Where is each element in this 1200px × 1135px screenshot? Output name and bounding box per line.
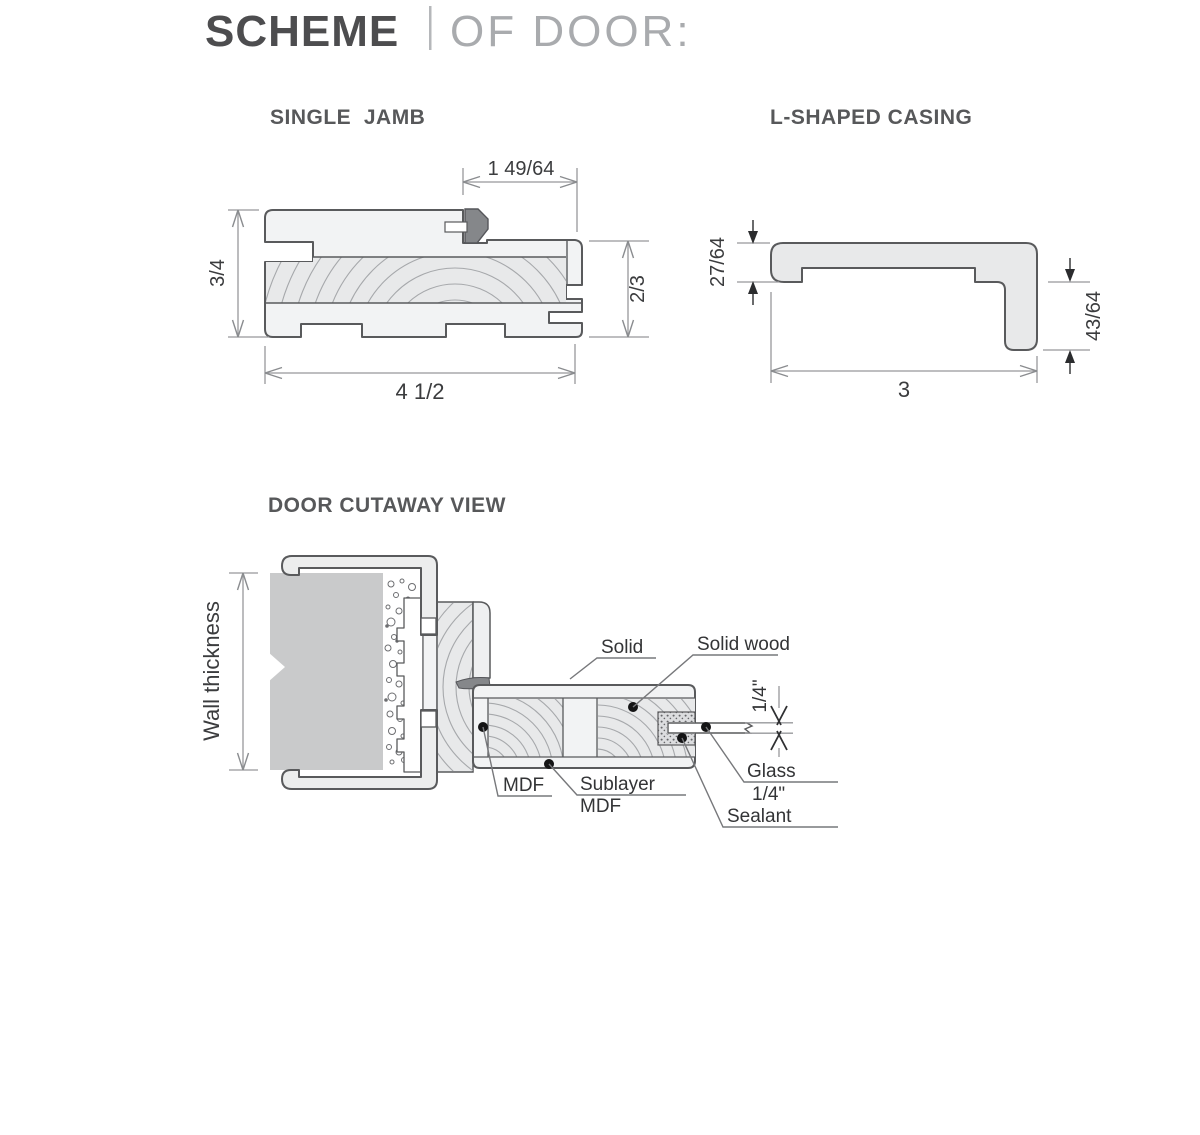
solid-wood-label: Solid wood bbox=[697, 634, 790, 655]
dim-jamb-bottom-value: 4 1/2 bbox=[395, 379, 445, 404]
dim-casing-right bbox=[1043, 258, 1105, 374]
title-separator bbox=[429, 6, 432, 50]
title-secondary: OF DOOR: bbox=[450, 7, 692, 56]
dim-jamb-left bbox=[207, 210, 269, 337]
sealant-label: Sealant bbox=[727, 806, 792, 827]
dim-jamb-right bbox=[589, 241, 649, 337]
dim-jamb-right-value: 2/3 bbox=[627, 275, 649, 303]
sublayer-label-line2: MDF bbox=[580, 796, 622, 817]
single-jamb-heading: SINGLE JAMB bbox=[270, 106, 426, 129]
dim-casing-bottom-value: 3 bbox=[897, 377, 911, 402]
dim-jamb-left-value: 3/4 bbox=[207, 259, 229, 287]
dim-casing-right-value: 43/64 bbox=[1083, 290, 1105, 342]
bottom-casing-notch bbox=[421, 711, 436, 727]
glass-label-line1: Glass bbox=[747, 761, 796, 782]
jamb-wood-grain bbox=[131, 28, 779, 676]
dim-jamb-top-value: 1 49/64 bbox=[487, 158, 555, 180]
wall-block bbox=[270, 573, 383, 770]
page-title bbox=[205, 6, 692, 56]
jamb-seal-slot bbox=[445, 222, 467, 232]
door-cutaway-heading: DOOR CUTAWAY VIEW bbox=[268, 494, 506, 517]
title-primary: SCHEME bbox=[205, 7, 400, 56]
glass-label-line2: 1/4" bbox=[752, 784, 786, 805]
dim-casing-left-value: 27/64 bbox=[707, 236, 729, 288]
dim-wall-thickness bbox=[199, 573, 258, 770]
l-casing-heading: L-SHAPED CASING bbox=[770, 106, 973, 129]
sublayer-label-line1: Sublayer bbox=[580, 774, 655, 795]
dim-glass-value: 1/4" bbox=[750, 679, 771, 713]
mdf-label: MDF bbox=[503, 775, 545, 796]
solid-label: Solid bbox=[601, 637, 644, 658]
l-casing-section bbox=[707, 106, 1105, 402]
top-casing-notch bbox=[421, 618, 436, 634]
single-jamb-section bbox=[131, 28, 779, 676]
l-casing-profile bbox=[771, 243, 1037, 350]
jamb-seal bbox=[465, 209, 488, 243]
dim-casing-left bbox=[707, 220, 779, 305]
wall-thickness-label: Wall thickness bbox=[199, 601, 224, 741]
dim-jamb-bottom bbox=[265, 344, 575, 404]
jamb-stop-strip bbox=[473, 602, 490, 678]
dim-glass-thickness bbox=[745, 679, 793, 757]
door-cutaway-section bbox=[199, 441, 838, 933]
dim-casing-bottom bbox=[771, 292, 1037, 402]
